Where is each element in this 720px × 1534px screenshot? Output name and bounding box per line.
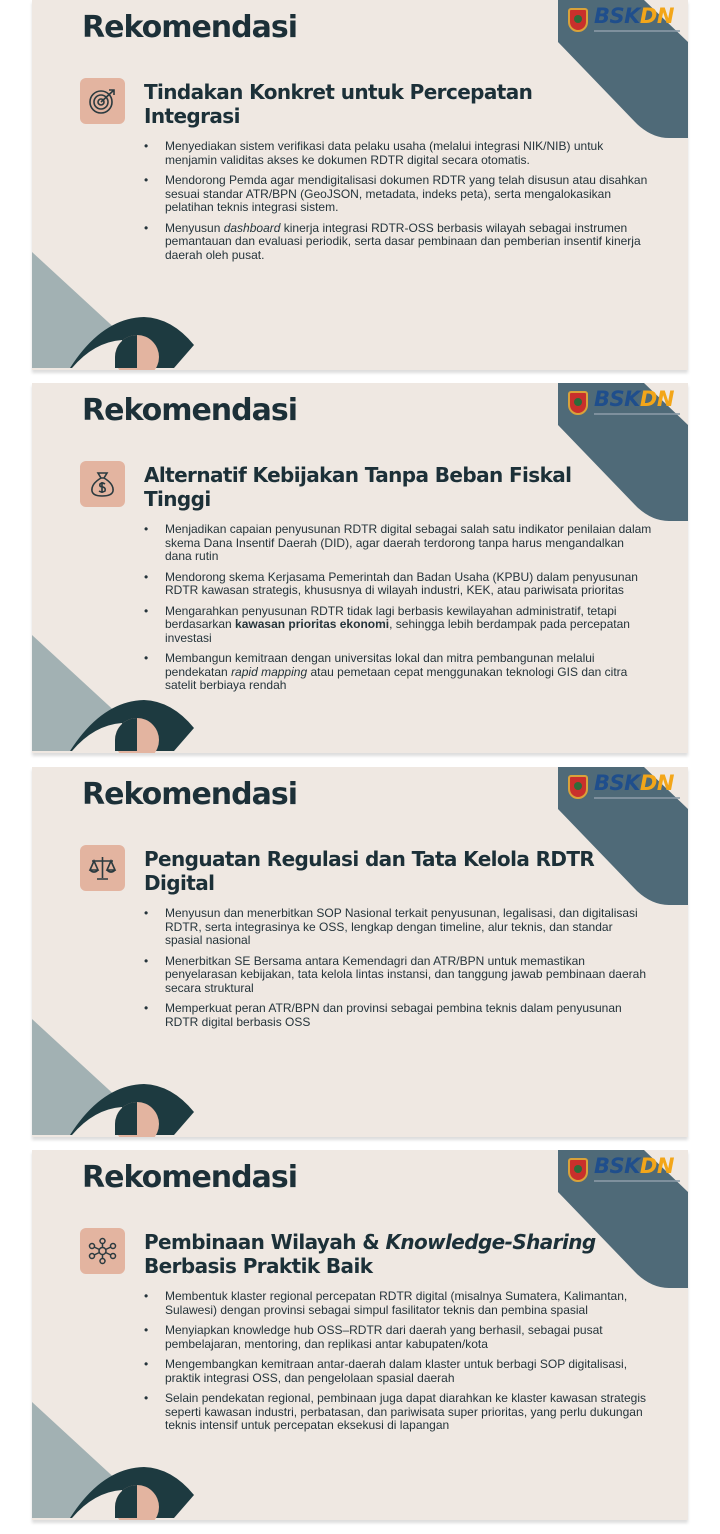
bullet-text: Mendorong skema Kerjasama Pemerintah dan Badan Usaha (KPBU) dalam penyusunan RDTR kawasan strategis, khususnya di wilayah industri, KEK, atau pariwisata prioritas [165,569,638,597]
bullet-item [144,1358,652,1385]
bullet-item [144,222,652,263]
bullet-text: Menyiapkan knowledge hub OSS–RDTR dari daerah yang berhasil, sebagai pusat pembelajaran, mentoring, dan replikasi antar kabupaten/kota [165,1323,603,1351]
bullet-text: Menerbitkan SE Bersama antara Kemendagri dan ATR/BPN untuk memastikan penyelarasan kebijakan, tata kelola lintas instansi, dan tanggung jawab pembinaan daerah secara struktural [165,953,647,995]
bullet-item [144,1392,652,1433]
bullet-item [144,140,652,167]
bullet-item [144,571,652,598]
subtitle-part: Penguatan Regulasi dan Tata Kelola RDTR Digital [144,847,595,895]
bskdn-logo: BSKDN [566,387,682,421]
garuda-emblem-icon [568,775,588,799]
slide-subtitle [144,847,604,895]
bullet-list [144,523,652,700]
bullet-text: rapid mapping [231,664,308,679]
bullet-text: kawasan prioritas ekonomi [235,617,390,631]
bullet-item [144,907,652,948]
bullet-text: Mengarahkan penyusunan RDTR tidak lagi berbasis kewilayahan administratif, tetapi berdasarkan [165,603,617,631]
bullet-item [144,1290,652,1317]
network-people-icon [80,1228,125,1274]
target-arrow-icon [80,78,125,124]
bullet-item [144,174,652,215]
slide-title: Rekomendasi [82,10,298,45]
slide-2 [32,383,688,753]
bullet-text: atau pemetaan cepat menggunakan teknologi GIS dan citra satelit berbiaya rendah [165,664,628,692]
bullet-text: Menyusun dan menerbitkan SOP Nasional terkait penyusunan, legalisasi, dan digitalisasi RDTR, serta integrasinya ke OSS, lengkap dengan timeline, alur teknis, dan standar spasial nasional [165,906,638,947]
subtitle-part: Tindakan Konkret untuk Percepatan Integrasi [144,80,533,128]
slide-1 [32,0,688,370]
bskdn-logo: BSKDN [566,4,682,38]
bullet-text: dashboard [223,220,281,235]
slide-3 [32,767,688,1137]
bullet-list [144,140,652,269]
bullet-text: Mengembangkan kemitraan antar-daerah dalam klaster untuk berbagi SOP digitalisasi, praktik integrasi OSS, dan pengelolaan spasial daerah [165,1357,628,1385]
bullet-text: , sehingga lebih berdampak pada percepatan investasi [165,617,630,645]
bullet-item [144,605,652,646]
subtitle-part: Alternatif Kebijakan Tanpa Beban Fiskal Tinggi [144,463,572,511]
bullet-item [144,1324,652,1351]
bskdn-logo: BSKDN [566,771,682,805]
bullet-item [144,652,652,693]
garuda-emblem-icon [568,391,588,415]
slide-title: Rekomendasi [82,1160,298,1195]
bullet-text: Mendorong Pemda agar mendigitalisasi dokumen RDTR yang telah disusun atau disahkan sesuai standar ATR/BPN (GeoJSON, metadata, indeks peta), serta mengalokasikan pelatihan teknis integrasi sistem. [165,173,648,214]
bullet-text: Menyusun [165,220,224,235]
slide-4 [32,1150,688,1520]
bullet-item [144,523,652,564]
subtitle-part: Pembinaan Wilayah & [144,1230,386,1254]
garuda-emblem-icon [568,1158,588,1182]
bullet-text: Membentuk klaster regional percepatan RDTR digital (misalnya Sumatera, Kalimantan, Sulawesi) dengan provinsi sebagai simpul fasilitator teknis dan pembina spasial [165,1289,628,1317]
bullet-text: kinerja integrasi RDTR-OSS berbasis wilayah sebagai instrumen pemantauan dan evaluasi periodik, serta dasar pembinaan dan pemberian insentif kinerja daerah oleh pusat. [165,220,641,262]
slide-title: Rekomendasi [82,777,298,812]
money-bag-icon [80,461,125,507]
slide-subtitle [144,463,604,511]
subtitle-part: Berbasis Praktik Baik [144,1254,373,1278]
bullet-text: Selain pendekatan regional, pembinaan juga dapat diarahkan ke klaster kawasan strategis seperti kawasan industri, perbatasan, dan pariwisata super prioritas, yang perlu dukungan teknis intensif untuk percepatan eksekusi di lapangan [165,1391,646,1432]
bskdn-logo: BSKDN [566,1154,682,1188]
bullet-text: Memperkuat peran ATR/BPN dan provinsi sebagai pembina teknis dalam penyusunan RDTR digital berbasis OSS [165,1001,622,1029]
bullet-list [144,1290,652,1440]
slide-subtitle [144,80,604,128]
bullet-item [144,955,652,996]
bullet-list [144,907,652,1036]
bullet-text: Membangun kemitraan dengan universitas lokal dan mitra pembangunan melalui pendekatan [165,651,595,679]
scales-icon [80,845,125,891]
slide-subtitle [144,1230,604,1278]
slide-title: Rekomendasi [82,393,298,428]
garuda-emblem-icon [568,8,588,32]
bullet-text: Menjadikan capaian penyusunan RDTR digital sebagai salah satu indikator penilaian dalam skema Dana Insentif Daerah (DID), agar daerah terdorong tanpa harus mengandalkan dana rutin [165,522,652,563]
bullet-text: Menyediakan sistem verifikasi data pelaku usaha (melalui integrasi NIK/NIB) untuk menjamin validitas akses ke dokumen RDTR digital secara otomatis. [165,139,604,167]
subtitle-part: Knowledge-Sharing [385,1230,596,1254]
bullet-item [144,1002,652,1029]
